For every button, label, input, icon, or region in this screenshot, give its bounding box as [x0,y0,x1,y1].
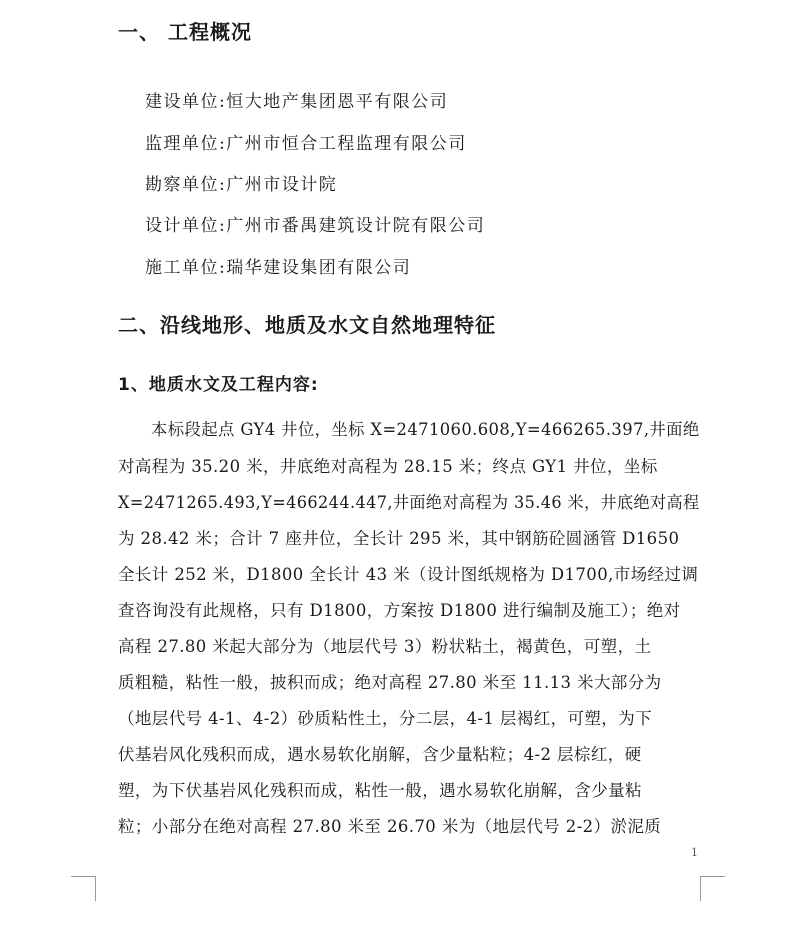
margin-corner-mark-left [71,876,96,901]
unit-row-construction [145,87,448,112]
section-heading-geography: 二、沿线地形、地质及水文自然地理特征 [118,313,496,337]
unit-row-supervision [145,129,467,154]
unit-row-contractor [145,253,411,278]
unit-value: 广州市番禺建筑设计院有限公司 [226,216,486,236]
paragraph-line: 塑，为下伏基岩风化残积而成，粘性一般，遇水易软化崩解，含少量粘 [118,781,642,800]
unit-value: 恒大地产集团恩平有限公司 [226,92,449,112]
unit-value: 广州市恒合工程监理有限公司 [226,134,467,154]
unit-value: 广州市设计院 [226,175,338,195]
unit-row-survey [145,170,337,195]
unit-row-design [145,211,485,236]
unit-value: 瑞华建设集团有限公司 [226,258,412,278]
subsection-heading-geology: 1、地质水文及工程内容: [118,375,319,395]
paragraph-line: 对高程为 35.20 米，井底绝对高程为 28.15 米；终点 GY1 井位，坐标 [118,457,658,476]
page-number: 1 [691,846,698,859]
paragraph-line: 质粗糙，粘性一般，披积而成；绝对高程 27.80 米至 11.13 米大部分为 [118,673,662,692]
unit-label: 设计单位: [145,216,227,236]
paragraph-line: X=2471265.493,Y=466244.447,井面绝对高程为 35.46 米，井底绝对高程 [118,493,700,512]
paragraph-line: 全长计 252 米，D1800 全长计 43 米（设计图纸规格为 D1700,市场经过调 [118,565,699,584]
section-heading-overview: 一、 工程概况 [118,20,252,44]
unit-label: 勘察单位: [145,175,227,195]
unit-label: 施工单位: [145,258,227,278]
paragraph-line: 高程 27.80 米起大部分为（地层代号 3）粉状粘土，褐黄色，可塑，土 [118,637,652,656]
paragraph-line: 本标段起点 GY4 井位，坐标 X=2471060.608,Y=466265.397,井面绝 [151,420,700,439]
paragraph-line: 为 28.42 米；合计 7 座井位，全长计 295 米，其中钢筋砼圆涵管 D1650 [118,529,680,548]
margin-corner-mark-right [700,876,725,901]
unit-label: 建设单位: [145,92,227,112]
unit-label: 监理单位: [145,134,227,154]
paragraph-line: 粒；小部分在绝对高程 27.80 米至 26.70 米为（地层代号 2-2）淤泥质 [118,817,662,836]
paragraph-line: 查咨询没有此规格，只有 D1800，方案按 D1800 进行编制及施工）；绝对 [118,601,681,620]
paragraph-line: 伏基岩风化残积而成，遇水易软化崩解，含少量粘粒；4-2 层棕红，硬 [118,745,642,764]
paragraph-line: （地层代号 4-1、4-2）砂质粘性土，分二层，4-1 层褐红，可塑，为下 [118,709,653,728]
